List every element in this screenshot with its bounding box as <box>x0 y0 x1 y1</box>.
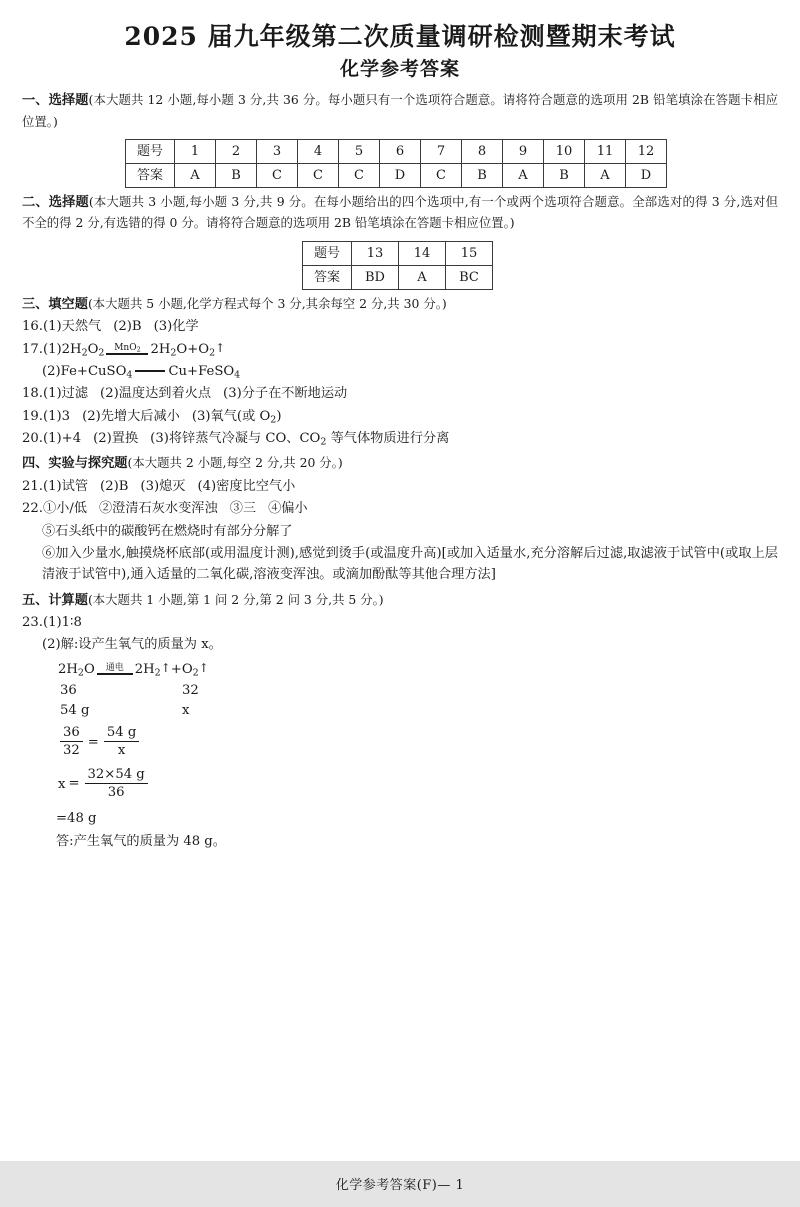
item-number: 22. <box>22 501 43 517</box>
answer-item-23-part-2: (2)解:设产生氧气的质量为 x。 <box>42 637 222 653</box>
section-5-note: (本大题共 1 小题,第 1 问 2 分,第 2 问 3 分,共 5 分。) <box>87 591 384 607</box>
catalyst-label: MnO <box>114 342 137 353</box>
section-2-heading <box>22 192 778 235</box>
given-mass-water: 54 g <box>60 702 90 718</box>
answer-item-21 <box>22 476 778 497</box>
molar-mass-water: 36 <box>60 682 77 698</box>
table-row-question-numbers <box>126 140 667 164</box>
subscript: 2 <box>320 436 327 448</box>
table-header-question: 题号 <box>303 241 352 265</box>
section-3-note: (本大题共 5 小题,化学方程式每个 3 分,其余每空 2 分,共 30 分。) <box>87 295 447 311</box>
item-number: 17. <box>22 341 43 357</box>
table-cell-answer: B <box>544 164 585 188</box>
table-cell-answer: B <box>462 164 503 188</box>
equation-left-mid: O <box>87 341 99 357</box>
page-footer <box>0 1161 800 1207</box>
table-cell-qnum: 7 <box>421 140 462 164</box>
item-number: 23. <box>22 615 43 631</box>
table-cell-answer: A <box>585 164 626 188</box>
item-part-3: (3)分子在不断地运动 <box>223 386 348 402</box>
reaction-arrow-electrolysis <box>97 664 133 675</box>
molar-mass-oxygen: 32 <box>182 682 199 698</box>
table-cell-qnum: 10 <box>544 140 585 164</box>
answer-table-2-wrapper <box>22 241 778 290</box>
subscript: 2 <box>170 346 177 358</box>
section-4-note: (本大题共 2 小题,每空 2 分,共 20 分。) <box>127 455 343 471</box>
gas-arrow-icon: ↑ <box>160 660 171 675</box>
numerator: 32×54 g <box>85 767 148 785</box>
section-1-note: (本大题共 12 小题,每小题 3 分,共 36 分。每小题只有一个选项符合题意。请将符合题意的选项用 2B 铅笔填涂在答题卡相应位置。) <box>22 92 779 129</box>
subscript: 4 <box>234 369 241 381</box>
table-cell-answer: C <box>421 164 462 188</box>
subscript: 2 <box>136 345 141 354</box>
table-cell-qnum: 9 <box>503 140 544 164</box>
item-part-1: ①小/低 <box>42 501 87 517</box>
table-cell-answer: C <box>339 164 380 188</box>
item-number: 16. <box>22 319 43 335</box>
numerator: 36 <box>60 725 83 743</box>
calculation-given-masses <box>22 700 778 720</box>
item-number: 21. <box>22 478 43 494</box>
calculation-solve <box>22 767 778 802</box>
item-part-3: (3)将锌蒸气冷凝与 CO、CO <box>150 431 321 447</box>
table-cell-qnum: 6 <box>380 140 421 164</box>
item-part-2: (2)温度达到着火点 <box>100 386 212 402</box>
table-cell-answer: C <box>298 164 339 188</box>
item-part-4: (4)密度比空气小 <box>197 478 296 494</box>
item-part-1: (1)1∶8 <box>42 615 82 631</box>
table-row-question-numbers <box>303 241 493 265</box>
table-header-question: 题号 <box>126 140 175 164</box>
item-part-2: ②澄清石灰水变浑浊 <box>99 501 218 517</box>
item-number: 18. <box>22 386 43 402</box>
denominator: 32 <box>63 743 80 759</box>
item-number: 20. <box>22 431 43 447</box>
table-cell-answer: A <box>399 265 446 289</box>
item-part-3: (3)氧气(或 O <box>191 408 271 424</box>
table-row-answers <box>126 164 667 188</box>
answer-item-16 <box>22 316 778 337</box>
section-3-heading <box>22 294 778 315</box>
item-part-1: (1)试管 <box>42 478 89 494</box>
answer-item-22-part-5: ⑤石头纸中的碳酸钙在燃烧时有部分分解了 <box>42 523 293 539</box>
fraction-solution <box>85 767 148 802</box>
table-cell-answer: A <box>175 164 216 188</box>
gas-arrow-icon: ↑ <box>198 660 209 675</box>
equation-left-prefix: (1)2H <box>42 341 82 357</box>
item-part-3: ③三 <box>229 501 257 517</box>
table-cell-answer: A <box>503 164 544 188</box>
equation-left: (2)Fe+CuSO <box>42 363 127 379</box>
equation-right: 2H <box>150 341 171 357</box>
calculation-final-answer: 答:产生氧气的质量为 48 g。 <box>56 833 226 849</box>
item-part-1: (1)过滤 <box>42 386 89 402</box>
table-cell-qnum: 4 <box>298 140 339 164</box>
table-header-answer: 答案 <box>126 164 175 188</box>
subscript: 2 <box>270 414 277 426</box>
answer-item-17-part-1 <box>22 339 778 360</box>
numerator: 54 g <box>104 725 139 743</box>
calculation-molar-masses <box>22 680 778 700</box>
subscript: 4 <box>126 369 133 381</box>
answer-item-23-part-1 <box>22 612 778 633</box>
table-cell-answer: C <box>257 164 298 188</box>
equation-right: Cu+FeSO <box>168 363 235 379</box>
answer-item-18 <box>22 383 778 404</box>
equals-sign: = <box>87 734 99 750</box>
table-header-answer: 答案 <box>303 265 352 289</box>
fraction-ratio-left <box>60 725 83 760</box>
table-cell-answer: BD <box>352 265 399 289</box>
table-cell-answer: D <box>626 164 667 188</box>
reaction-equals-bar <box>135 370 165 372</box>
table-cell-qnum: 11 <box>585 140 626 164</box>
subscript: 2 <box>98 346 105 358</box>
table-cell-qnum: 3 <box>257 140 298 164</box>
item-part-1: (1)天然气 <box>42 319 102 335</box>
item-part-1: (1)+4 <box>42 431 82 447</box>
equation-right: 2H <box>134 661 155 677</box>
table-cell-qnum: 12 <box>626 140 667 164</box>
calculation-result: =48 g <box>56 811 97 827</box>
section-2-note: (本大题共 3 小题,每小题 3 分,共 9 分。在每小题给出的四个选项中,有一个或两个选项符合题意。全部选对的得 3 分,选对但不全的得 2 分,有选错的得 0 分。请将符合题意的选项用 2B 铅笔填涂在答题卡相应位置。) <box>22 194 778 231</box>
answer-item-20 <box>22 428 778 449</box>
item-part-4: ④偏小 <box>268 501 308 517</box>
calculation-work <box>22 659 778 852</box>
section-1-label: 一、选择题 <box>22 93 89 109</box>
calculation-proportion <box>22 725 778 760</box>
answer-table-1 <box>125 139 667 188</box>
answer-item-22 <box>22 498 778 519</box>
section-4-heading <box>22 453 778 474</box>
equation-left-mid: O <box>83 661 95 677</box>
answer-item-17-part-2 <box>22 361 778 382</box>
page-subtitle: 化学参考答案 <box>339 57 460 80</box>
subscript: 2 <box>154 667 161 679</box>
subscript: 2 <box>77 667 84 679</box>
item-part-1: (1)3 <box>42 408 71 424</box>
item-part-3: (3)化学 <box>153 319 199 335</box>
unknown-mass-oxygen: x <box>182 702 190 718</box>
calculation-equation <box>22 659 778 680</box>
denominator: x <box>117 743 126 759</box>
footer-label: 化学参考答案(F)— 1 <box>335 1178 465 1193</box>
table-cell-qnum: 1 <box>175 140 216 164</box>
section-5-label: 五、计算题 <box>22 592 88 608</box>
answer-item-22-part-6: ⑥加入少量水,触摸烧杯底部(或用温度计测),感觉到烫手(或温度升高)[或加入适量水,充分溶解后过滤,取滤液于试管中(或取上层清液于试管中),通入适量的二氧化碳,溶液变浑浊。或滴加酚酞等其他合理方法] <box>42 545 778 583</box>
subscript: 2 <box>209 346 216 358</box>
section-5-heading <box>22 590 778 611</box>
item-part-2: (2)B <box>113 319 142 335</box>
equals-sign: = <box>68 776 80 792</box>
condition-label: 通电 <box>105 662 124 673</box>
table-cell-qnum: 2 <box>216 140 257 164</box>
equation-plus: +O <box>170 661 193 677</box>
item-part-3-close: ) <box>276 408 282 424</box>
item-part-2: (2)先增大后减小 <box>82 408 180 424</box>
equation-left: 2H <box>58 661 78 677</box>
variable-x: x <box>58 776 66 792</box>
table-cell-answer: B <box>216 164 257 188</box>
item-part-3-rest: 等气体物质进行分离 <box>326 431 450 447</box>
subscript: 2 <box>192 667 199 679</box>
section-3-label: 三、填空题 <box>22 296 88 312</box>
gas-arrow-icon: ↑ <box>215 340 226 355</box>
table-cell-answer: BC <box>446 265 493 289</box>
denominator: 36 <box>107 785 125 801</box>
section-4-label: 四、实验与探究题 <box>22 456 128 472</box>
table-row-answers <box>303 265 493 289</box>
section-2-label: 二、选择题 <box>22 195 89 211</box>
item-part-2: (2)B <box>100 478 129 494</box>
answer-table-2 <box>302 241 493 290</box>
equation-right-mid: O+O <box>176 341 210 357</box>
section-1-heading <box>22 90 778 133</box>
page-title: 2025 届九年级第二次质量调研检测暨期末考试 <box>124 22 676 51</box>
item-number: 19. <box>22 408 43 424</box>
item-part-2: (2)置换 <box>93 431 139 447</box>
table-cell-qnum: 8 <box>462 140 503 164</box>
table-cell-qnum: 13 <box>352 241 399 265</box>
table-cell-answer: D <box>380 164 421 188</box>
table-cell-qnum: 14 <box>399 241 446 265</box>
answer-item-19 <box>22 406 778 427</box>
table-cell-qnum: 5 <box>339 140 380 164</box>
subscript: 2 <box>81 346 88 358</box>
item-part-3: (3)熄灭 <box>140 478 186 494</box>
answer-table-1-wrapper <box>22 139 778 188</box>
reaction-arrow-catalyst <box>106 344 148 355</box>
table-cell-qnum: 15 <box>446 241 493 265</box>
fraction-ratio-right <box>104 725 139 760</box>
reaction-bar <box>97 673 133 675</box>
